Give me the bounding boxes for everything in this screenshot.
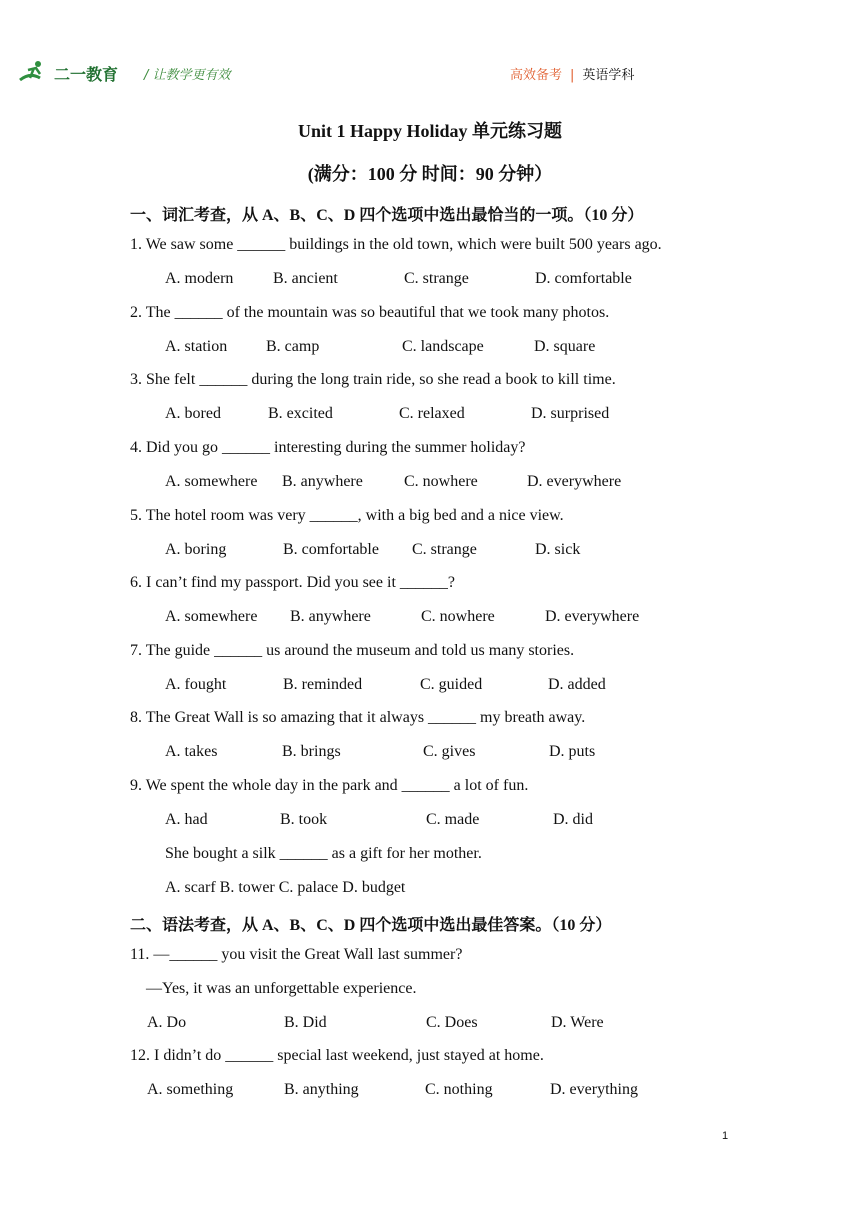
option-c: C. nowhere (421, 608, 495, 625)
subject-label: 英语学科 (582, 68, 635, 83)
option-d: D. puts (549, 743, 596, 760)
option-d: D. Were (551, 1014, 604, 1031)
option-d: D. sick (535, 541, 581, 558)
section-1-heading: 一、词汇考查，从 A、B、C、D 四个选项中选出最恰当的一项。（10 分） (130, 207, 644, 224)
option-d: D. everything (550, 1081, 638, 1098)
option-d: D. square (534, 338, 596, 355)
option-a: A. modern (165, 270, 234, 287)
question-10: She bought a silk ______ as a gift for her mother. (165, 845, 482, 862)
option-b: B. anywhere (290, 608, 371, 625)
option-b: B. camp (266, 338, 320, 355)
question-1: 1. We saw some ______ buildings in the old town, which were built 500 years ago. (130, 236, 662, 253)
question-4: 4. Did you go ______ interesting during the summer holiday? (130, 439, 526, 456)
option-c: C. made (426, 811, 480, 828)
question-10-options: A. scarf B. tower C. palace D. budget (165, 879, 406, 896)
slogan: / 让教学更有效 (144, 68, 231, 83)
option-c: C. nowhere (404, 473, 478, 490)
page-title: Unit 1 Happy Holiday 单元练习题 (297, 121, 563, 141)
question-2: 2. The ______ of the mountain was so beautiful that we took many photos. (130, 304, 610, 321)
option-a: A. station (165, 338, 228, 355)
option-d: D. did (553, 811, 593, 828)
page-number: 1 (722, 1130, 729, 1142)
option-b: B. brings (282, 743, 341, 760)
option-d: D. comfortable (535, 270, 632, 287)
option-a: A. takes (165, 743, 218, 760)
option-b: B. reminded (283, 676, 363, 693)
option-b: B. excited (268, 405, 333, 422)
question-11-reply: —Yes, it was an unforgettable experience. (146, 980, 417, 997)
question-9: 9. We spent the whole day in the park and ______ a lot of fun. (130, 777, 529, 794)
runner-icon (20, 61, 41, 80)
option-a: A. somewhere (165, 473, 258, 490)
logo-text: 二一教育 (54, 65, 119, 84)
brand-logo (16, 58, 128, 88)
option-b: B. took (280, 811, 328, 828)
option-c: C. relaxed (399, 405, 465, 422)
option-c: C. nothing (425, 1081, 493, 1098)
option-b: B. Did (284, 1014, 327, 1031)
option-a: A. fought (165, 676, 227, 693)
option-c: C. strange (412, 541, 477, 558)
option-d: D. added (548, 676, 606, 693)
option-d: D. everywhere (545, 608, 640, 625)
question-5: 5. The hotel room was very ______, with a big bed and a nice view. (130, 507, 564, 524)
question-3: 3. She felt ______ during the long train ride, so she read a book to kill time. (130, 371, 616, 388)
option-a: A. had (165, 811, 208, 828)
question-12: 12. I didn’t do ______ special last weekend, just stayed at home. (130, 1047, 544, 1064)
option-d: D. surprised (531, 405, 610, 422)
option-b: B. anywhere (282, 473, 363, 490)
option-c: C. gives (423, 743, 476, 760)
option-a: A. something (147, 1081, 234, 1098)
option-c: C. strange (404, 270, 469, 287)
option-c: C. guided (420, 676, 483, 693)
question-11: 11. —______ you visit the Great Wall last summer? (130, 946, 463, 963)
section-2-heading: 二、语法考查，从 A、B、C、D 四个选项中选出最佳答案。（10 分） (130, 917, 612, 934)
option-a: A. boring (165, 541, 227, 558)
header-separator: | (570, 68, 575, 83)
question-7: 7. The guide ______ us around the museum and told us many stories. (130, 642, 575, 659)
header-right (510, 64, 634, 83)
option-c: C. Does (426, 1014, 478, 1031)
option-b: B. comfortable (283, 541, 379, 558)
option-b: B. ancient (273, 270, 338, 287)
option-a: A. Do (147, 1014, 187, 1031)
question-8: 8. The Great Wall is so amazing that it always ______ my breath away. (130, 709, 586, 726)
option-c: C. landscape (402, 338, 484, 355)
option-a: A. bored (165, 405, 221, 422)
exam-label: 高效备考 (510, 68, 563, 83)
option-b: B. anything (284, 1081, 359, 1098)
option-a: A. somewhere (165, 608, 258, 625)
option-d: D. everywhere (527, 473, 622, 490)
question-6: 6. I can’t find my passport. Did you see it ______? (130, 574, 455, 591)
page-subtitle: (满分：100 分 时间：90 分钟） (307, 164, 553, 184)
